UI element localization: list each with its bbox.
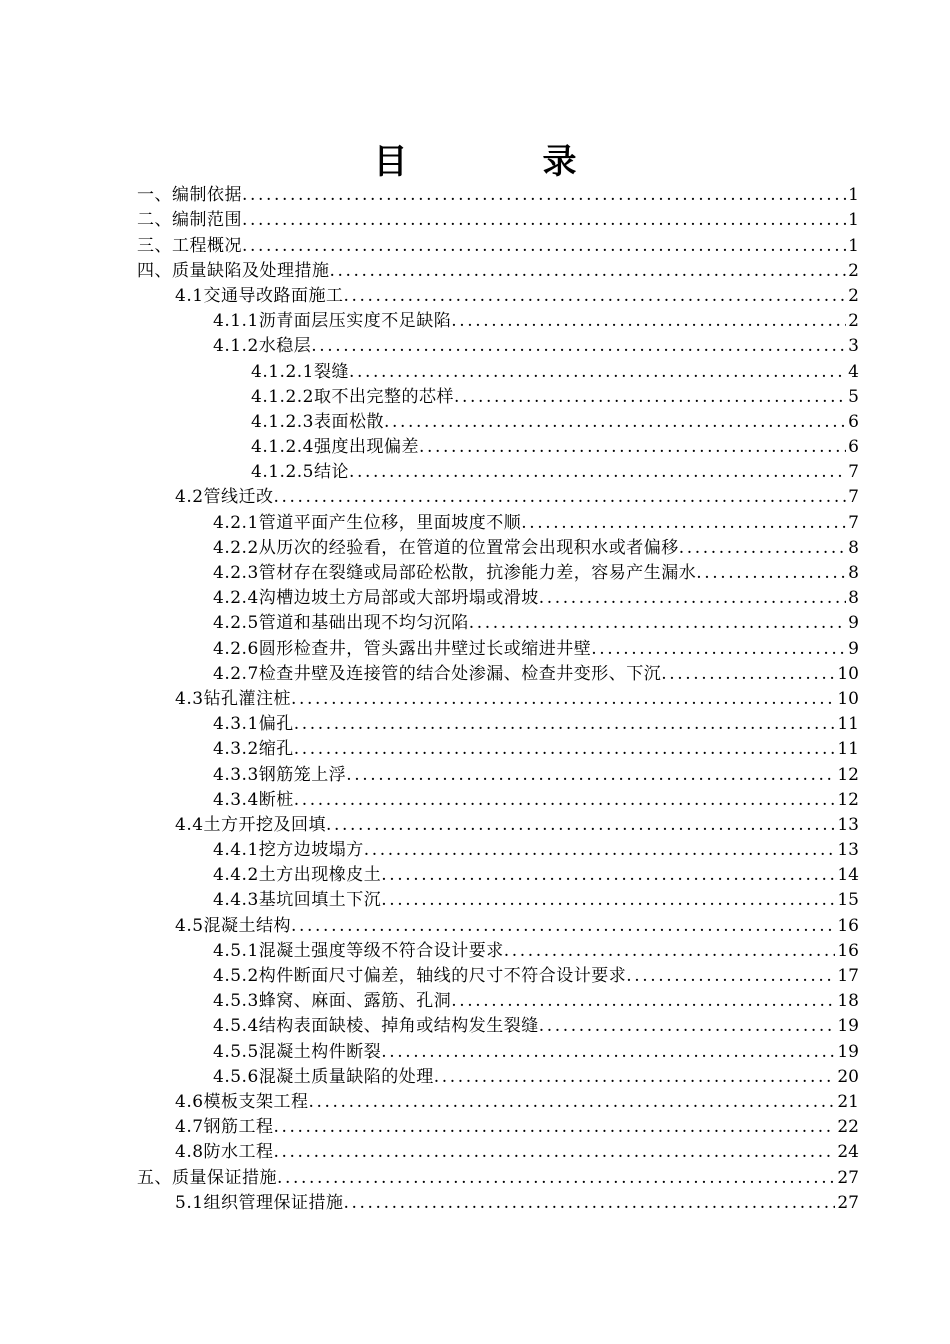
toc-entry-page-number: 7 bbox=[848, 487, 859, 508]
toc-title-char-2: 录 bbox=[542, 142, 577, 182]
toc-entry-page-number: 16 bbox=[837, 915, 859, 936]
toc-dot-leader bbox=[469, 611, 846, 636]
toc-title-char-1: 目 bbox=[373, 142, 408, 182]
toc-entry-title: 一、编制依据 bbox=[137, 185, 242, 206]
toc-entry-title: 4.1.2水稳层 bbox=[213, 336, 312, 357]
toc-entry[interactable] bbox=[137, 888, 859, 913]
toc-entry-page-number: 11 bbox=[837, 739, 859, 760]
toc-entry-page-number: 27 bbox=[837, 1192, 859, 1213]
toc-entry-page-number: 22 bbox=[837, 1117, 859, 1138]
toc-entry-page-number: 13 bbox=[837, 840, 859, 861]
toc-dot-leader bbox=[344, 284, 847, 309]
toc-dot-leader bbox=[679, 536, 846, 561]
toc-entry-page-number: 13 bbox=[837, 814, 859, 835]
toc-dot-leader bbox=[311, 334, 846, 359]
toc-dot-leader bbox=[291, 687, 835, 712]
toc-dot-leader bbox=[294, 712, 836, 737]
toc-entry[interactable] bbox=[137, 813, 859, 838]
toc-entry-page-number: 14 bbox=[837, 865, 859, 886]
toc-entry-page-number: 19 bbox=[837, 1041, 859, 1062]
toc-entry[interactable] bbox=[137, 1039, 859, 1064]
toc-dot-leader bbox=[384, 410, 846, 435]
toc-dot-leader bbox=[309, 1090, 836, 1115]
toc-entry-title: 4.4.1挖方边坡塌方 bbox=[213, 840, 364, 861]
toc-entry-page-number: 16 bbox=[837, 940, 859, 961]
toc-dot-leader bbox=[294, 737, 836, 762]
toc-entry-page-number: 12 bbox=[837, 789, 859, 810]
toc-entry-page-number: 24 bbox=[837, 1142, 859, 1163]
toc-entry[interactable] bbox=[137, 435, 859, 460]
toc-dot-leader bbox=[661, 662, 835, 687]
toc-entry[interactable] bbox=[137, 636, 859, 661]
toc-dot-leader bbox=[294, 788, 836, 813]
toc-entry-page-number: 21 bbox=[837, 1091, 859, 1112]
toc-dot-leader bbox=[539, 1014, 836, 1039]
toc-entry[interactable] bbox=[137, 939, 859, 964]
toc-entry-page-number: 8 bbox=[848, 588, 859, 609]
toc-entry[interactable] bbox=[137, 586, 859, 611]
toc-entry[interactable] bbox=[137, 989, 859, 1014]
toc-entry-title: 4.1.1沥青面层压实度不足缺陷 bbox=[213, 311, 452, 332]
toc-entry-title: 4.3.2缩孔 bbox=[213, 739, 294, 760]
toc-entry[interactable] bbox=[137, 485, 859, 510]
toc-entry-page-number: 11 bbox=[837, 714, 859, 735]
toc-entry[interactable] bbox=[137, 561, 859, 586]
toc-entry-page-number: 10 bbox=[837, 688, 859, 709]
toc-entry-title: 4.4.3基坑回填土下沉 bbox=[213, 890, 382, 911]
toc-entry[interactable] bbox=[137, 1065, 859, 1090]
toc-dot-leader bbox=[419, 435, 846, 460]
toc-dot-leader bbox=[242, 234, 846, 259]
toc-entry-title: 4.1.2.3表面松散 bbox=[251, 411, 384, 432]
toc-entry-page-number: 1 bbox=[848, 235, 859, 256]
toc-entry-title: 4.2.5管道和基础出现不均匀沉陷 bbox=[213, 613, 469, 634]
toc-entry-page-number: 18 bbox=[837, 991, 859, 1012]
toc-entry[interactable] bbox=[137, 1115, 859, 1140]
toc-entry-title: 三、工程概况 bbox=[137, 235, 242, 256]
toc-entry[interactable] bbox=[137, 460, 859, 485]
toc-entry-page-number: 3 bbox=[848, 336, 859, 357]
toc-entry[interactable] bbox=[137, 1090, 859, 1115]
toc-entry[interactable] bbox=[137, 1014, 859, 1039]
toc-entry[interactable] bbox=[137, 359, 859, 384]
toc-entry-title: 4.1.2.4强度出现偏差 bbox=[251, 437, 419, 458]
toc-entry-page-number: 17 bbox=[837, 966, 859, 986]
toc-dot-leader bbox=[626, 964, 835, 989]
toc-dot-leader bbox=[454, 385, 846, 410]
toc-entry[interactable] bbox=[137, 233, 859, 258]
toc-dot-leader bbox=[242, 183, 846, 208]
toc-dot-leader bbox=[277, 1166, 835, 1191]
toc-entry-title: 4.7钢筋工程 bbox=[175, 1117, 274, 1138]
toc-entry-title: 5.1组织管理保证措施 bbox=[175, 1192, 344, 1213]
toc-dot-leader bbox=[326, 813, 835, 838]
toc-entry-page-number: 1 bbox=[848, 185, 859, 206]
toc-dot-leader bbox=[539, 586, 846, 611]
toc-entry-title: 4.2.7检查井壁及连接管的结合处渗漏、检查井变形、下沉 bbox=[213, 663, 662, 684]
toc-entry-page-number: 20 bbox=[837, 1066, 859, 1087]
toc-dot-leader bbox=[344, 1191, 836, 1216]
toc-entry[interactable] bbox=[137, 208, 859, 233]
toc-entry[interactable] bbox=[137, 410, 859, 435]
toc-entry[interactable] bbox=[137, 183, 859, 208]
toc-entry-title: 4.5.1混凝土强度等级不符合设计要求 bbox=[213, 940, 504, 961]
toc-entry-page-number: 5 bbox=[848, 386, 859, 407]
toc-entry-title: 4.6模板支架工程 bbox=[175, 1091, 309, 1112]
toc-entry[interactable] bbox=[137, 1140, 859, 1165]
toc-entry[interactable] bbox=[137, 536, 859, 561]
toc-dot-leader bbox=[274, 485, 847, 510]
toc-entry[interactable] bbox=[137, 309, 859, 334]
toc-entry-title: 五、质量保证措施 bbox=[137, 1167, 277, 1188]
toc-entry-title: 4.4土方开挖及回填 bbox=[175, 814, 327, 835]
toc-dot-leader bbox=[291, 914, 835, 939]
toc-entry[interactable] bbox=[137, 762, 859, 787]
toc-entry-page-number: 9 bbox=[848, 638, 859, 659]
toc-dot-leader bbox=[349, 360, 846, 385]
toc-entry-title: 4.5混凝土结构 bbox=[175, 915, 292, 936]
toc-dot-leader bbox=[434, 1065, 836, 1090]
toc-entry[interactable] bbox=[137, 964, 859, 989]
toc-entry-title: 4.3.1偏孔 bbox=[213, 714, 294, 735]
toc-entry[interactable] bbox=[137, 1165, 859, 1190]
toc-entry[interactable] bbox=[137, 712, 859, 737]
toc-dot-leader bbox=[364, 838, 836, 863]
toc-entry-page-number: 4 bbox=[848, 361, 859, 382]
toc-entry-title: 4.2.1管道平面产生位移，里面坡度不顺 bbox=[213, 512, 522, 533]
toc-dot-leader bbox=[451, 989, 835, 1014]
toc-dot-leader bbox=[381, 1040, 835, 1065]
toc-entry[interactable] bbox=[137, 510, 859, 535]
toc-entry-title: 4.3.4断桩 bbox=[213, 789, 294, 810]
toc-dot-leader bbox=[521, 511, 846, 536]
toc-dot-leader bbox=[274, 1115, 836, 1140]
toc-entry-page-number: 8 bbox=[848, 537, 859, 558]
toc-entry-title: 4.3钻孔灌注桩 bbox=[175, 688, 292, 709]
toc-entry-title: 4.5.2构件断面尺寸偏差，轴线的尺寸不符合设计要求 bbox=[213, 966, 627, 986]
toc-entry-title: 4.5.5混凝土构件断裂 bbox=[213, 1041, 382, 1062]
toc-dot-leader bbox=[242, 208, 846, 233]
toc-entry[interactable] bbox=[137, 611, 859, 636]
toc-entry-page-number: 8 bbox=[848, 563, 859, 583]
toc-entry[interactable] bbox=[137, 687, 859, 712]
toc-entry-title: 4.1.2.1裂缝 bbox=[251, 361, 349, 382]
toc-entry-title: 4.2.6圆形检查井，管头露出井壁过长或缩进井壁 bbox=[213, 638, 592, 659]
table-of-contents bbox=[137, 183, 859, 1216]
toc-entry-page-number: 12 bbox=[837, 764, 859, 785]
toc-entry[interactable] bbox=[137, 284, 859, 309]
toc-entry-page-number: 10 bbox=[837, 663, 859, 684]
toc-entry-title: 4.2管线迁改 bbox=[175, 487, 274, 508]
toc-entry[interactable] bbox=[137, 788, 859, 813]
toc-dot-leader bbox=[381, 863, 835, 888]
toc-entry-title: 4.8防水工程 bbox=[175, 1142, 274, 1163]
toc-entry-page-number: 1 bbox=[848, 210, 859, 231]
toc-entry[interactable] bbox=[137, 259, 859, 284]
toc-entry-title: 4.5.6混凝土质量缺陷的处理 bbox=[213, 1066, 434, 1087]
toc-entry[interactable] bbox=[137, 1191, 859, 1216]
toc-entry-page-number: 7 bbox=[848, 512, 859, 533]
toc-title bbox=[0, 142, 950, 182]
toc-entry-page-number: 27 bbox=[837, 1167, 859, 1188]
toc-dot-leader bbox=[349, 460, 846, 485]
toc-dot-leader bbox=[330, 259, 847, 284]
toc-entry-page-number: 6 bbox=[848, 411, 859, 432]
toc-dot-leader bbox=[451, 309, 846, 334]
toc-dot-leader bbox=[274, 1140, 836, 1165]
toc-entry-page-number: 2 bbox=[848, 311, 859, 332]
toc-entry-title: 4.5.4结构表面缺棱、掉角或结构发生裂缝 bbox=[213, 1016, 539, 1037]
toc-entry[interactable] bbox=[137, 662, 859, 687]
toc-entry-title: 二、编制范围 bbox=[137, 210, 242, 231]
toc-entry[interactable] bbox=[137, 838, 859, 863]
toc-entry-title: 4.1交通导改路面施工 bbox=[175, 285, 344, 306]
toc-entry-page-number: 2 bbox=[848, 285, 859, 306]
toc-entry-title: 4.5.3蜂窝、麻面、露筋、孔洞 bbox=[213, 991, 452, 1012]
toc-entry[interactable] bbox=[137, 913, 859, 938]
toc-dot-leader bbox=[696, 561, 846, 586]
toc-entry-title: 4.2.3管材存在裂缝或局部砼松散，抗渗能力差，容易产生漏水 bbox=[213, 563, 697, 583]
toc-dot-leader bbox=[346, 763, 835, 788]
toc-entry[interactable] bbox=[137, 334, 859, 359]
toc-dot-leader bbox=[591, 637, 846, 662]
toc-dot-leader bbox=[504, 939, 836, 964]
toc-dot-leader bbox=[381, 888, 835, 913]
toc-entry-page-number: 7 bbox=[848, 462, 859, 483]
toc-entry-title: 4.4.2土方出现橡皮土 bbox=[213, 865, 382, 886]
toc-entry-title: 4.2.4沟槽边坡土方局部或大部坍塌或滑坡 bbox=[213, 588, 539, 609]
toc-entry-title: 四、质量缺陷及处理措施 bbox=[137, 260, 330, 281]
toc-entry-title: 4.1.2.2取不出完整的芯样 bbox=[251, 386, 454, 407]
toc-entry-page-number: 19 bbox=[837, 1016, 859, 1037]
toc-entry-title: 4.2.2从历次的经验看，在管道的位置常会出现积水或者偏移 bbox=[213, 537, 679, 558]
toc-entry-title: 4.1.2.5结论 bbox=[251, 462, 349, 483]
toc-entry-page-number: 15 bbox=[837, 890, 859, 911]
toc-entry-title: 4.3.3钢筋笼上浮 bbox=[213, 764, 347, 785]
toc-entry[interactable] bbox=[137, 863, 859, 888]
toc-entry-page-number: 2 bbox=[848, 260, 859, 281]
toc-entry-page-number: 6 bbox=[848, 437, 859, 458]
toc-entry[interactable] bbox=[137, 737, 859, 762]
toc-entry[interactable] bbox=[137, 385, 859, 410]
toc-entry-page-number: 9 bbox=[848, 613, 859, 634]
